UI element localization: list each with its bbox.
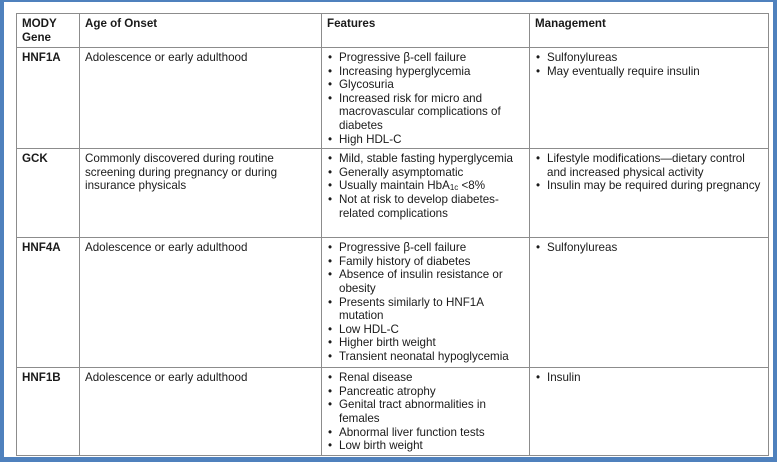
header-features: Features	[322, 14, 530, 48]
feature-item: • Increased risk for micro and macrovascular complications of diabetes	[327, 92, 524, 133]
management-cell	[530, 48, 769, 149]
hba1c-subscript: 1c	[449, 183, 459, 193]
table-row	[17, 149, 769, 238]
management-item: • Sulfonylureas	[535, 51, 763, 65]
management-cell	[530, 238, 769, 368]
feature-item: • Renal disease	[327, 371, 524, 385]
feature-item: • Genital tract abnormalities in females	[327, 398, 524, 425]
feature-item: • Absence of insulin resistance or obesity	[327, 268, 524, 295]
feature-item: • Mild, stable fasting hyperglycemia	[327, 152, 524, 166]
feature-item: • Low birth weight	[327, 439, 524, 453]
feature-item: • Progressive β-cell failure	[327, 241, 524, 255]
management-list	[535, 152, 763, 193]
onset-cell: Commonly discovered during routine screening during pregnancy or during insurance physicals	[80, 149, 322, 238]
feature-item-hba1c	[327, 179, 524, 193]
management-item: • Insulin may be required during pregnancy	[535, 179, 763, 193]
table-row	[17, 368, 769, 456]
table-header-row	[17, 14, 769, 48]
feature-item: • Not at risk to develop diabetes-related complications	[327, 193, 524, 220]
table-row	[17, 238, 769, 368]
onset-cell: Adolescence or early adulthood	[80, 238, 322, 368]
feature-item: • High HDL-C	[327, 133, 524, 147]
management-item: • May eventually require insulin	[535, 65, 763, 79]
mody-table	[16, 13, 769, 456]
gene-cell: HNF1A	[17, 48, 80, 149]
feature-item: • Higher birth weight	[327, 336, 524, 350]
features-cell	[322, 149, 530, 238]
onset-cell: Adolescence or early adulthood	[80, 48, 322, 149]
features-list	[327, 371, 524, 453]
hba1c-suffix: <8%	[458, 179, 486, 193]
features-cell	[322, 48, 530, 149]
gene-cell: GCK	[17, 149, 80, 238]
feature-item: • Low HDL-C	[327, 323, 524, 337]
feature-item: • Increasing hyperglycemia	[327, 65, 524, 79]
feature-item: • Generally asymptomatic	[327, 166, 524, 180]
management-cell	[530, 368, 769, 456]
header-age-of-onset: Age of Onset	[80, 14, 322, 48]
hba1c-prefix: Usually maintain HbA	[339, 179, 450, 193]
features-cell	[322, 368, 530, 456]
onset-cell: Adolescence or early adulthood	[80, 368, 322, 456]
feature-item: • Pancreatic atrophy	[327, 385, 524, 399]
table-row	[17, 48, 769, 149]
management-list	[535, 371, 763, 385]
feature-item: • Progressive β-cell failure	[327, 51, 524, 65]
features-cell	[322, 238, 530, 368]
management-item: • Sulfonylureas	[535, 241, 763, 255]
features-list	[327, 51, 524, 146]
header-gene: MODY Gene	[17, 14, 80, 48]
features-list	[327, 152, 524, 220]
feature-item: • Abnormal liver function tests	[327, 426, 524, 440]
feature-item: • Glycosuria	[327, 78, 524, 92]
header-management: Management	[530, 14, 769, 48]
feature-item: • Transient neonatal hypoglycemia	[327, 350, 524, 364]
management-cell	[530, 149, 769, 238]
gene-cell: HNF4A	[17, 238, 80, 368]
feature-item: • Presents similarly to HNF1A mutation	[327, 296, 524, 323]
management-item: • Lifestyle modifications—dietary control and increased physical activity	[535, 152, 763, 179]
management-list	[535, 241, 763, 255]
management-list	[535, 51, 763, 78]
feature-item: • Family history of diabetes	[327, 255, 524, 269]
management-item: • Insulin	[535, 371, 763, 385]
features-list	[327, 241, 524, 363]
gene-cell: HNF1B	[17, 368, 80, 456]
